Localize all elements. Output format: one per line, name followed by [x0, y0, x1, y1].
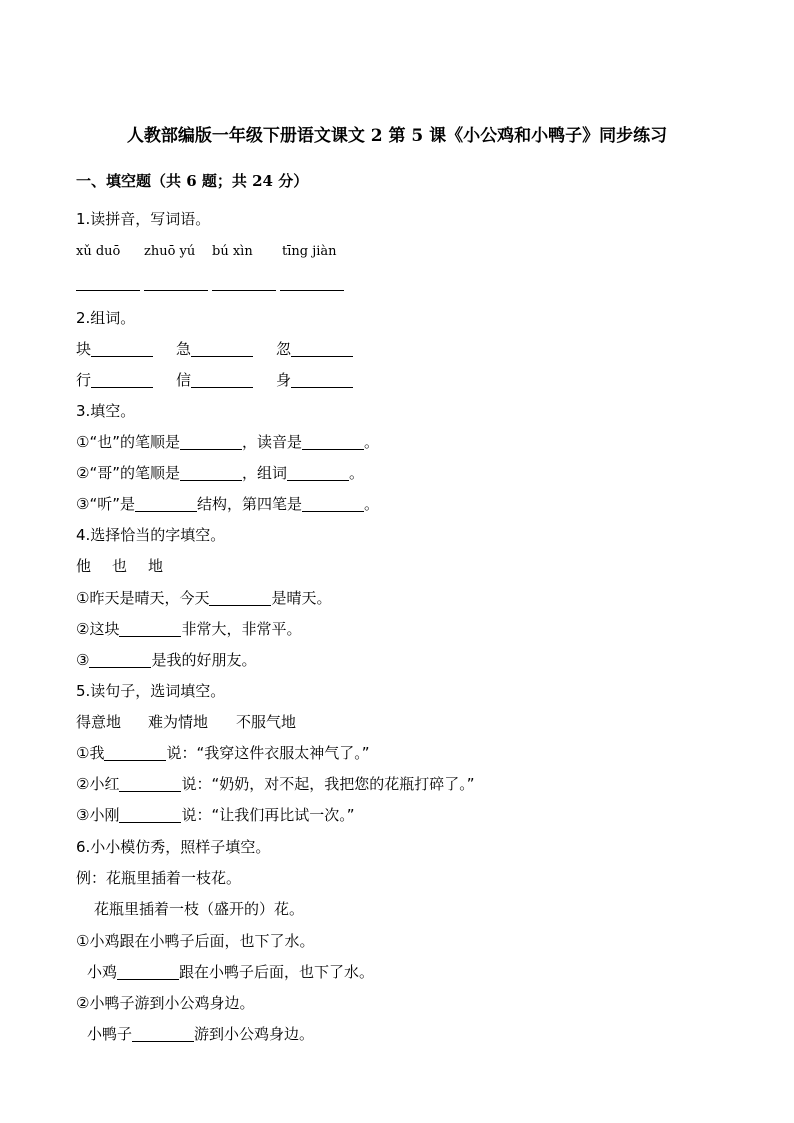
answer-blank[interactable] [291, 340, 353, 357]
option-word: 难为情地 [148, 713, 209, 731]
question-6-fill: 小鸡 跟在小鸭子后面，也下了水。 [87, 963, 375, 981]
question-4-item: ②这块 非常大，非常平。 [76, 620, 302, 638]
question-6-label: 6.小小模仿秀，照样子填空。 [76, 838, 271, 856]
answer-line-2[interactable] [144, 290, 208, 291]
question-4-label: 4.选择恰当的字填空。 [76, 526, 226, 544]
word-cell: 块 [76, 338, 153, 360]
page-title: 人教部编版一年级下册语文课文 2 第 5 课《小公鸡和小鸭子》同步练习 [126, 126, 668, 146]
question-5-item: ①我 说：“我穿这件衣服太神气了。” [76, 744, 370, 762]
question-6-sentence: ①小鸡跟在小鸭子后面，也下了水。 [76, 932, 315, 950]
example-sentence: 例：花瓶里插着一枝花。 [76, 869, 242, 887]
answer-blank[interactable] [132, 1025, 194, 1042]
option-word: 地 [148, 557, 164, 575]
answer-blank[interactable] [191, 340, 253, 357]
question-3-item: ③“听”是 结构，第四笔是 。 [76, 495, 380, 513]
question-1-label: 1.读拼音，写词语。 [76, 210, 211, 228]
answer-blank[interactable] [89, 651, 151, 668]
pinyin-2: zhuō yú [144, 244, 196, 259]
answer-line-4[interactable] [280, 290, 344, 291]
word-cell: 行 [76, 369, 153, 391]
question-4-item: ①昨天是晴天，今天 是晴天。 [76, 589, 332, 607]
question-5-label: 5.读句子，选词填空。 [76, 682, 226, 700]
question-5-item: ②小红 说：“奶奶，对不起，我把您的花瓶打碎了。” [76, 775, 475, 793]
answer-blank[interactable] [91, 340, 153, 357]
option-word: 得意地 [76, 713, 122, 731]
answer-blank[interactable] [117, 963, 179, 980]
answer-blank[interactable] [191, 371, 253, 388]
word-cell: 急 [176, 338, 253, 360]
question-4-item: ③ 是我的好朋友。 [76, 651, 257, 669]
answer-blank[interactable] [104, 744, 166, 761]
answer-blank[interactable] [180, 433, 242, 450]
answer-blank[interactable] [91, 371, 153, 388]
answer-blank[interactable] [119, 806, 181, 823]
question-6-fill: 小鸭子 游到小公鸡身边。 [87, 1025, 315, 1043]
word-cell: 忽 [276, 338, 353, 360]
question-3-item: ①“也”的笔顺是 ，读音是 。 [76, 433, 380, 451]
option-word: 他 [76, 557, 92, 575]
answer-line-1[interactable] [76, 290, 140, 291]
pinyin-4: tīng jiàn [282, 244, 337, 259]
question-3-label: 3.填空。 [76, 402, 136, 420]
question-3-item: ②“哥”的笔顺是 ，组词 。 [76, 464, 365, 482]
answer-blank[interactable] [302, 433, 364, 450]
section-heading: 一、填空题（共 6 题；共 24 分） [76, 172, 309, 190]
pinyin-1: xǔ duō [76, 244, 121, 259]
answer-blank[interactable] [287, 464, 349, 481]
question-6-sentence: ②小鸭子游到小公鸡身边。 [76, 994, 255, 1012]
question-2-label: 2.组词。 [76, 309, 136, 327]
answer-blank[interactable] [119, 775, 181, 792]
answer-blank[interactable] [291, 371, 353, 388]
answer-blank[interactable] [302, 495, 364, 512]
answer-blank[interactable] [209, 589, 271, 606]
question-5-item: ③小刚 说：“让我们再比试一次。” [76, 806, 355, 824]
answer-blank[interactable] [119, 620, 181, 637]
word-cell: 信 [176, 369, 253, 391]
answer-blank[interactable] [180, 464, 242, 481]
example-answer: 花瓶里插着一枝（盛开的）花。 [94, 900, 305, 918]
answer-line-3[interactable] [212, 290, 276, 291]
option-word: 也 [112, 557, 128, 575]
pinyin-3: bú xìn [212, 244, 253, 259]
option-word: 不服气地 [236, 713, 297, 731]
answer-blank[interactable] [135, 495, 197, 512]
word-cell: 身 [276, 369, 353, 391]
